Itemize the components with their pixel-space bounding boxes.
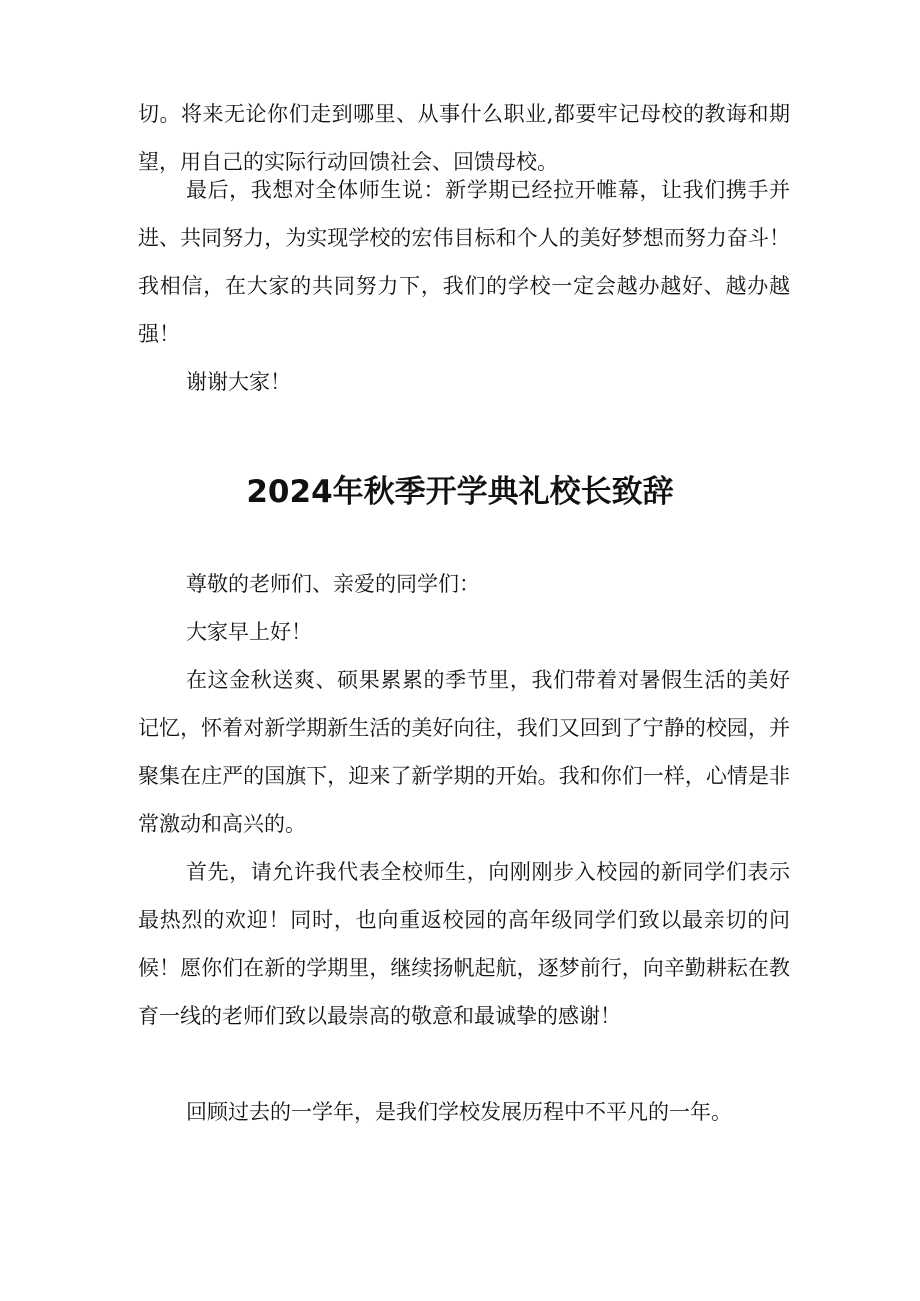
thanks-line: 谢谢大家！ — [186, 370, 291, 394]
speech-title: 2024年秋季开学典礼校长致辞 — [246, 474, 674, 510]
opening-paragraph: 在这金秋送爽、硕果累累的季节里，我们带着对暑假生活的美好记忆，怀着对新学期新生活的美好向往，我们又回到了宁静的校园，并聚集在庄严的国旗下，迎来了新学期的开始。我和你们一样，心情是非常激动和高兴的。 — [138, 668, 790, 836]
welcome-paragraph: 首先，请允许我代表全校师生，向刚刚步入校园的新同学们表示最热烈的欢迎！同时，也向重返校园的高年级同学们致以最亲切的问候！愿你们在新的学期里，继续扬帆起航，逐梦前行，向辛勤耕耘在教育一线的老师们致以最崇高的敬意和最诚挚的感谢！ — [138, 860, 790, 1028]
review-paragraph: 回顾过去的一学年，是我们学校发展历程中不平凡的一年。 — [186, 1100, 732, 1124]
greeting: 大家早上好！ — [186, 620, 312, 644]
salutation: 尊敬的老师们、亲爱的同学们： — [186, 572, 480, 596]
closing-paragraph: 最后，我想对全体师生说：新学期已经拉开帷幕，让我们携手并进、共同努力，为实现学校的宏伟目标和个人的美好梦想而努力奋斗！我相信，在大家的共同努力下，我们的学校一定会越办越好、越办越强！ — [138, 178, 790, 346]
continued-paragraph: 切。将来无论你们走到哪里、从事什么职业,都要牢记母校的教诲和期望，用自己的实际行动回馈社会、回馈母校。 — [138, 102, 790, 174]
